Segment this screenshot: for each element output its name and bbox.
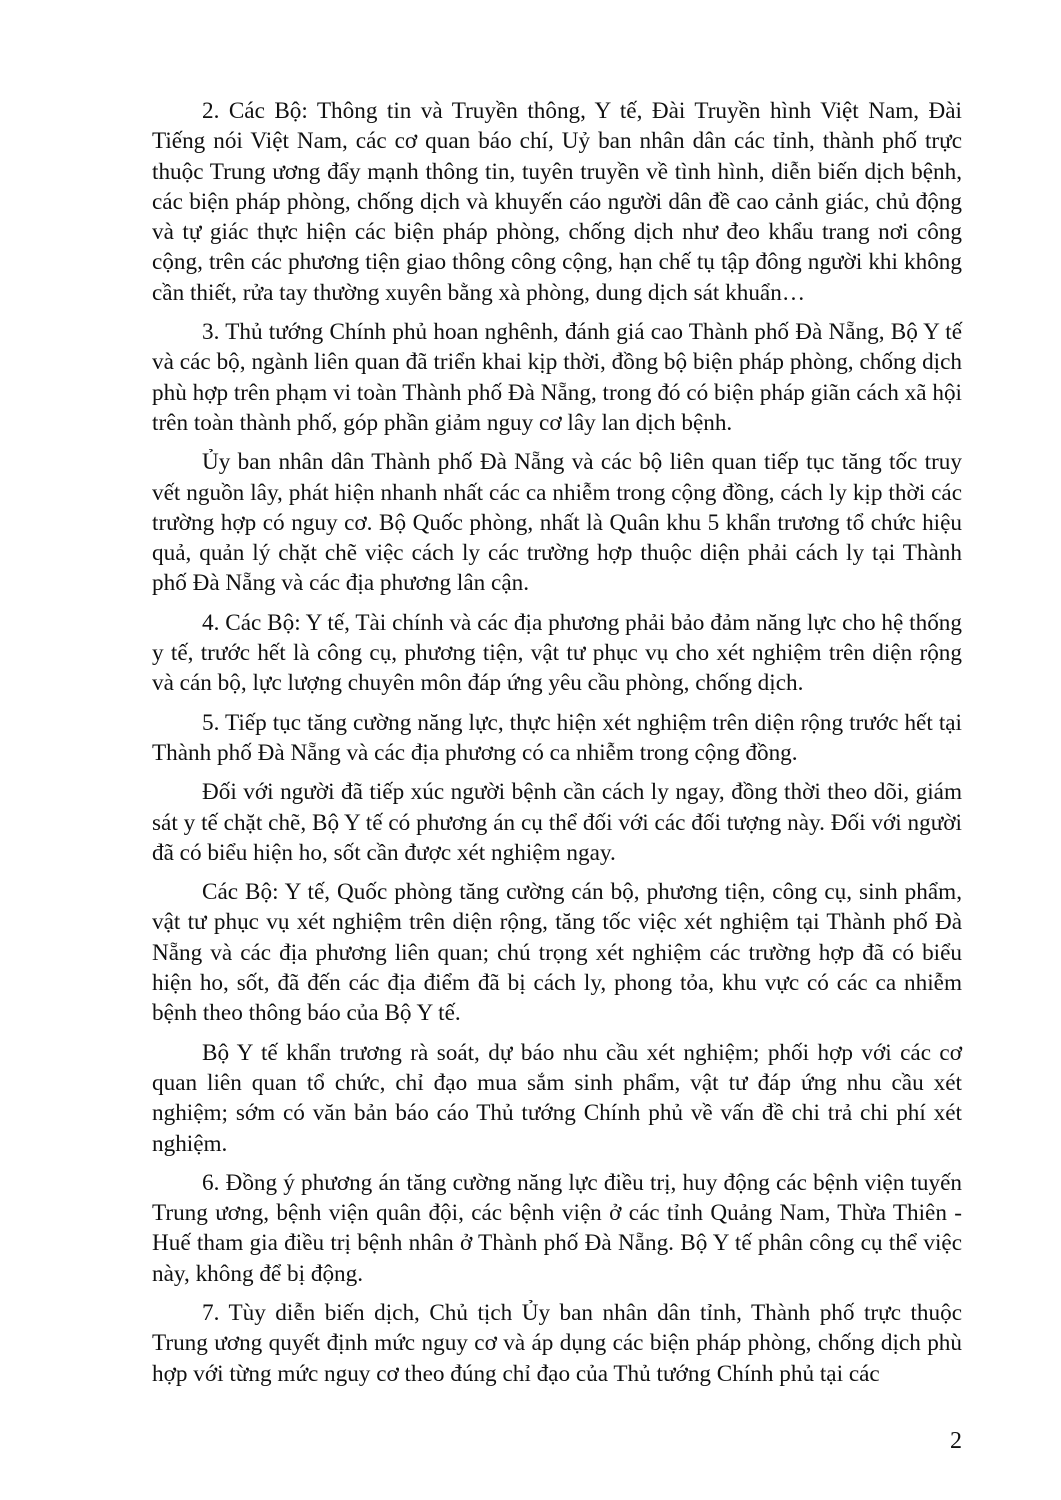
paragraph-danang-tracing: Ủy ban nhân dân Thành phố Đà Nẵng và các bộ liên quan tiếp tục tăng tốc truy vết nguồn lây, phát hiện nhanh nhất các ca nhiễm trong cộng đồng, cách ly kịp thời các trường hợp có nguy cơ. Bộ Quốc phòng, nhất là Quân khu 5 khẩn trương tổ chức hiệu quả, quản lý chặt chẽ việc cách ly các trường hợp thuộc diện phải cách ly tại Thành phố Đà Nẵng và các địa phương lân cận. [152, 449, 962, 597]
paragraph-contacts-isolation: Đối với người đã tiếp xúc người bệnh cần cách ly ngay, đồng thời theo dõi, giám sát y tế chặt chẽ, Bộ Y tế có phương án cụ thể đối với các đối tượng này. Đối với người đã có biểu hiện ho, sốt cần được xét nghiệm ngay. [152, 779, 962, 866]
paragraph-item-6: 6. Đồng ý phương án tăng cường năng lực điều trị, huy động các bệnh viện tuyến Trung ương, bệnh viện quân đội, các bệnh viện ở các tỉnh Quảng Nam, Thừa Thiên - Huế tham gia điều trị bệnh nhân ở Thành phố Đà Nẵng. Bộ Y tế phân công cụ thể việc này, không để bị động. [152, 1169, 962, 1287]
paragraph-ministries-testing: Các Bộ: Y tế, Quốc phòng tăng cường cán bộ, phương tiện, công cụ, sinh phẩm, vật tư phục vụ xét nghiệm trên diện rộng, tăng tốc việc xét nghiệm tại Thành phố Đà Nẵng và các địa phương liên quan; chú trọng xét nghiệm các trường hợp đã có biểu hiện ho, sốt, đã đến các địa điểm đã bị cách ly, phong tỏa, khu vực có các ca nhiễm bệnh theo thông báo của Bộ Y tế. [152, 879, 962, 1027]
paragraph-item-2: 2. Các Bộ: Thông tin và Truyền thông, Y tế, Đài Truyền hình Việt Nam, Đài Tiếng nói Việt Nam, các cơ quan báo chí, Uỷ ban nhân dân các tỉnh, thành phố trực thuộc Trung ương đẩy mạnh thông tin, tuyên truyền về tình hình, diễn biến dịch bệnh, các biện pháp phòng, chống dịch và khuyến cáo người dân đề cao cảnh giác, chủ động và tự giác thực hiện các biện pháp phòng, chống dịch như đeo khẩu trang nơi công cộng, trên các phương tiện giao thông công cộng, hạn chế tụ tập đông người khi không cần thiết, rửa tay thường xuyên bằng xà phòng, dung dịch sát khuẩn… [152, 98, 962, 306]
paragraph-item-3: 3. Thủ tướng Chính phủ hoan nghênh, đánh giá cao Thành phố Đà Nẵng, Bộ Y tế và các bộ, ngành liên quan đã triển khai kịp thời, đồng bộ biện pháp phòng, chống dịch phù hợp trên phạm vi toàn Thành phố Đà Nẵng, trong đó có biện pháp giãn cách xã hội trên toàn thành phố, góp phần giảm nguy cơ lây lan dịch bệnh. [152, 319, 962, 436]
paragraph-item-5: 5. Tiếp tục tăng cường năng lực, thực hiện xét nghiệm trên diện rộng trước hết tại Thành phố Đà Nẵng và các địa phương có ca nhiễm trong cộng đồng. [152, 709, 962, 766]
document-page [152, 96, 962, 1398]
paragraph-item-4: 4. Các Bộ: Y tế, Tài chính và các địa phương phải bảo đảm năng lực cho hệ thống y tế, trước hết là công cụ, phương tiện, vật tư phục vụ cho xét nghiệm trên diện rộng và cán bộ, lực lượng chuyên môn đáp ứng yêu cầu phòng, chống dịch. [152, 609, 962, 697]
paragraph-health-ministry-review: Bộ Y tế khẩn trương rà soát, dự báo nhu cầu xét nghiệm; phối hợp với các cơ quan liên quan tổ chức, chỉ đạo mua sắm sinh phẩm, vật tư đáp ứng nhu cầu xét nghiệm; sớm có văn bản báo cáo Thủ tướng Chính phủ về vấn đề chi trả chi phí xét nghiệm. [152, 1039, 962, 1157]
paragraph-item-7: 7. Tùy diễn biến dịch, Chủ tịch Ủy ban nhân dân tỉnh, Thành phố trực thuộc Trung ương quyết định mức nguy cơ và áp dụng các biện pháp phòng, chống dịch phù hợp với từng mức nguy cơ theo đúng chỉ đạo của Thủ tướng Chính phủ tại các [152, 1299, 962, 1387]
page-number: 2 [950, 1428, 962, 1454]
